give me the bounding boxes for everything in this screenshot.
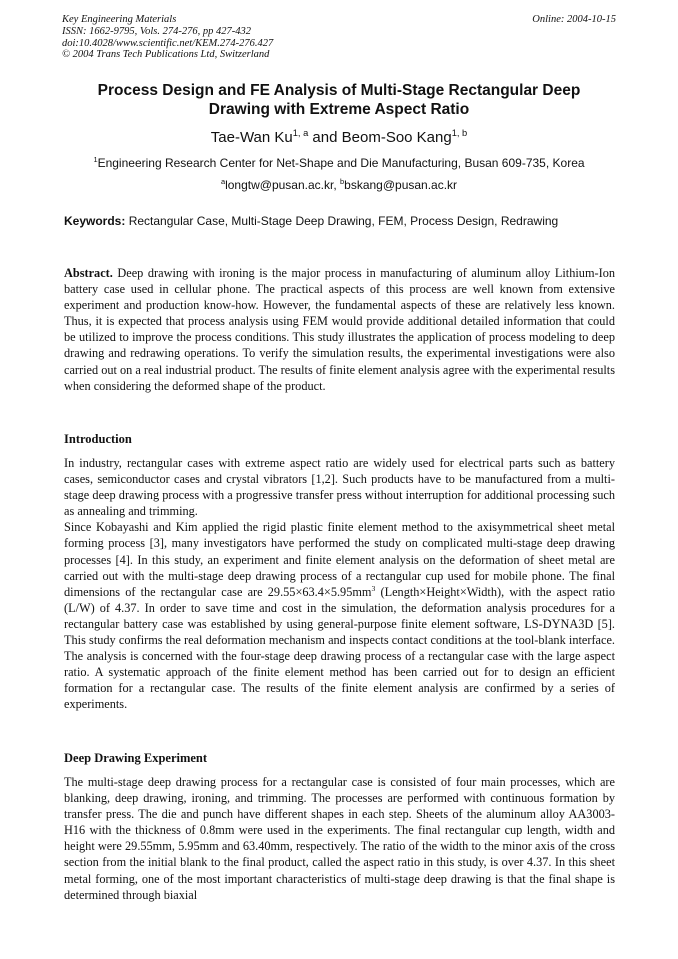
author-conjunction: and [308,129,342,146]
online-date: Online: 2004-10-15 [532,14,616,25]
deep-drawing-heading: Deep Drawing Experiment [64,751,208,765]
introduction-paragraph-1: In industry, rectangular cases with extreme aspect ratio are widely used for electrical parts such as battery cases, semiconductor cases and crystal vibrators [1,2]. Such products have to be manufactured from a multi-stage deep drawing process with a progressive transfer press without interruption for additional processing such as annealing and trimming. [64,456,615,519]
introduction-heading: Introduction [64,432,132,446]
email-b[interactable]: bskang@pusan.ac.kr [344,178,458,192]
paper-title [62,81,616,119]
email-a[interactable]: longtw@pusan.ac.kr, [225,178,340,192]
email-marker-a: a [220,177,226,186]
copyright-line: © 2004 Trans Tech Publications Ltd, Switzerland [62,49,270,61]
affiliation-marker: 1 [93,155,98,164]
abstract-text: Deep drawing with ironing is the major process in manufacturing of aluminum alloy Lithium-Ion battery case used in cellular phone. The practical aspects of this process are well known from extensive experiment and production know-how. However, the fundamental aspects of these are relatively less known. Thus, it is expected that process analysis using FEM would provide additional detailed information that could be utilized to improve the process conditions. This study illustrates the application of process modeling to deep drawing and redrawing operations. To verify the simulation results, the experimental investigations were also carried out on a real industrial product. The results of finite element analysis agree with the experimental results when considering the deformed shape of the product. [64,266,615,393]
introduction-section [64,455,615,713]
abstract-section [64,265,615,394]
journal-name: Key Engineering Materials [62,14,177,25]
author-2: Beom-Soo Kang [341,129,452,146]
introduction-paragraph-2-start: Since Kobayashi and Kim applied the rigid plastic finite element method to the axisymmetrical sheet metal forming process [3], many investigators have performed the study on complicated multi-stage deep drawing processes [4]. In this study, an experiment and finite element analysis on the deformation of sheet metal are carried out with the multi-stage deep drawing process of a rectangular cup used for mobile phone. The final dimensions of the rectangular case are 29.55×63.4×5.95mm [64,520,615,599]
author-list [62,129,616,146]
keywords-text: Rectangular Case, Multi-Stage Deep Drawing, FEM, Process Design, Redrawing [125,214,559,228]
abstract-paragraph [64,265,615,394]
deep-drawing-paragraph-1: The multi-stage deep drawing process for a rectangular case is consisted of four main processes, which are blanking, deep drawing, ironing, and trimming. The processes are performed with continuous formation by transfer press. The die and punch have different shapes in each step. Sheets of the aluminum alloy AA3003-H16 with the thickness of 0.8mm were used in the experiments. The final rectangular cup length, width and height were 29.55mm, 5.95mm and 63.40mm, respectively. The ratio of the width to the minor axis of the cross section from the initial blank to the final product, called the aspect ratio in this study, is over 4.37. In this sheet metal forming, one of the most important characteristics of multi-stage deep drawing is that the final shape is determined through biaxial [64,775,615,902]
email-marker-b: b [340,177,345,186]
author-2-affiliation: 1, b [451,128,468,138]
keywords [64,214,616,228]
title-line-2: Drawing with Extreme Aspect Ratio [208,101,470,118]
abstract-label: Abstract. [64,266,113,280]
affiliation-text: Engineering Research Center for Net-Shape and Die Manufacturing, Busan 609-735, Korea [97,156,585,170]
author-1-affiliation: 1, a [292,128,309,138]
cubic-superscript: 3 [371,583,376,593]
keywords-label: Keywords: [64,214,126,228]
introduction-paragraph-2-end: (Length×Height×Width), with the aspect ratio (L/W) of 4.37. In order to save time and cost in the simulation, the deformation analysis procedures for a rectangular battery case was established by using general-purpose finite element software, LS-DYNA3D [5]. This study confirms the real deformation mechanism and inspects contact conditions at the tool-blank interface. The analysis is concerned with the four-stage deep drawing process of a rectangular case with the large aspect ratio. A systematic approach of the finite element method has been carried out for to design an efficient formation for a rectangular case. The results of the finite element analysis are confirmed by a series of experiments. [64,584,615,712]
title-line-1: Process Design and FE Analysis of Multi-Stage Rectangular Deep [97,82,581,99]
deep-drawing-section [64,774,615,903]
author-emails [62,178,616,192]
doi-line: doi:10.4028/www.scientific.net/KEM.274-276.427 [62,37,274,49]
affiliation [62,156,616,170]
issn-line: ISSN: 1662-9795, Vols. 274-276, pp 427-432 [62,25,251,37]
introduction-paragraph-2 [64,519,615,712]
author-1: Tae-Wan Ku [210,129,293,146]
journal-header [62,14,616,61]
